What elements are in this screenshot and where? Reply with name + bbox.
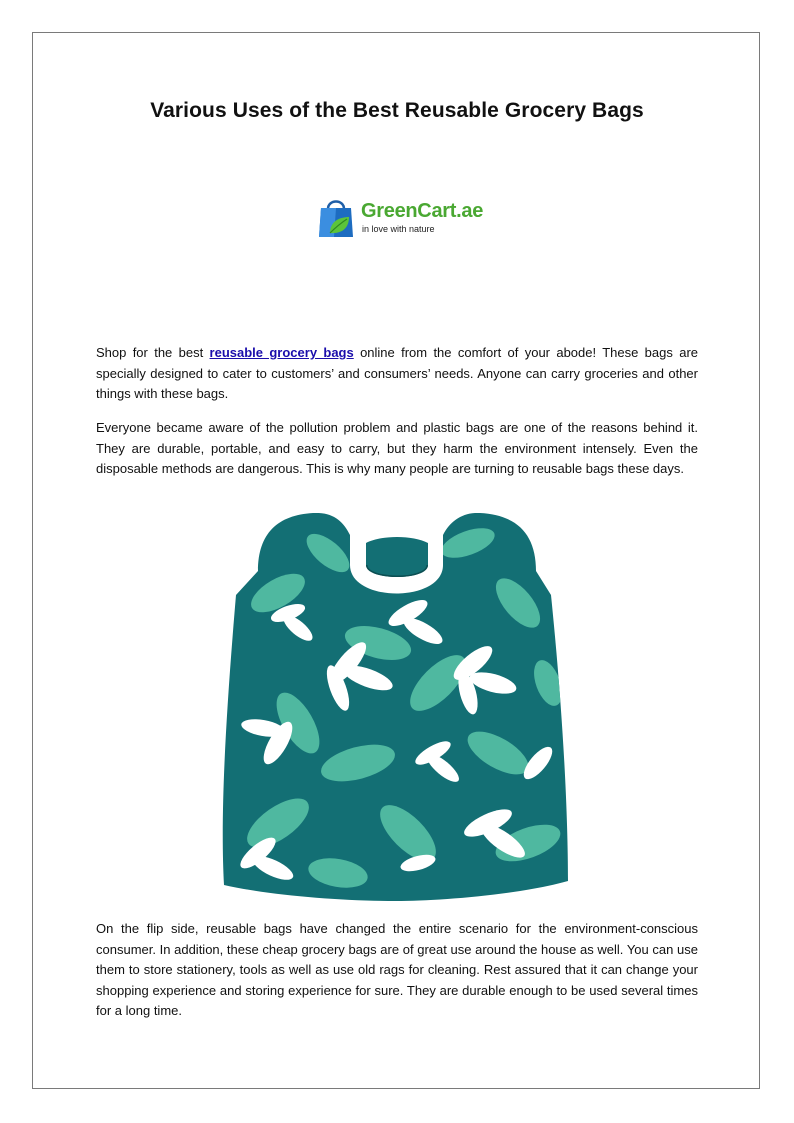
- logo-tagline: in love with nature: [362, 224, 435, 234]
- paragraph-intro: [96, 343, 698, 405]
- paragraph-pollution: Everyone became aware of the pollution problem and plastic bags are one of the reasons behind it. They are durable, portable, and easy to carry, but they harm the environment intensely. Even the disposable methods are dangerous. This is why many people are turning to reusable bags these days.: [96, 420, 698, 476]
- paragraph-flip-side: On the flip side, reusable bags have changed the entire scenario for the environment-conscious consumer. In addition, these cheap grocery bags are of great use around the house as well. You can use them to store stationery, tools as well as use old rags for cleaning. Rest assured that it can change your shopping experience and storing experience for sure. They are durable enough to be used several times for a long time.: [96, 921, 698, 1018]
- reusable-bag-image: [218, 513, 574, 903]
- paragraph-intro-rest: online from the comfort of your abode! These bags are specially designed to cater to customers’ and consumers’ needs. Anyone can carry groceries and other things with these bags.: [96, 345, 699, 401]
- paragraph-intro-lead: Shop for the best: [96, 345, 210, 360]
- logo-name: GreenCart.ae: [361, 200, 484, 222]
- greencart-logo: [318, 195, 484, 239]
- reusable-grocery-bags-link[interactable]: reusable grocery bags: [209, 345, 354, 360]
- document-title: Various Uses of the Best Reusable Grocery Bags: [150, 99, 644, 122]
- shopping-bag-leaf-icon: [318, 195, 354, 239]
